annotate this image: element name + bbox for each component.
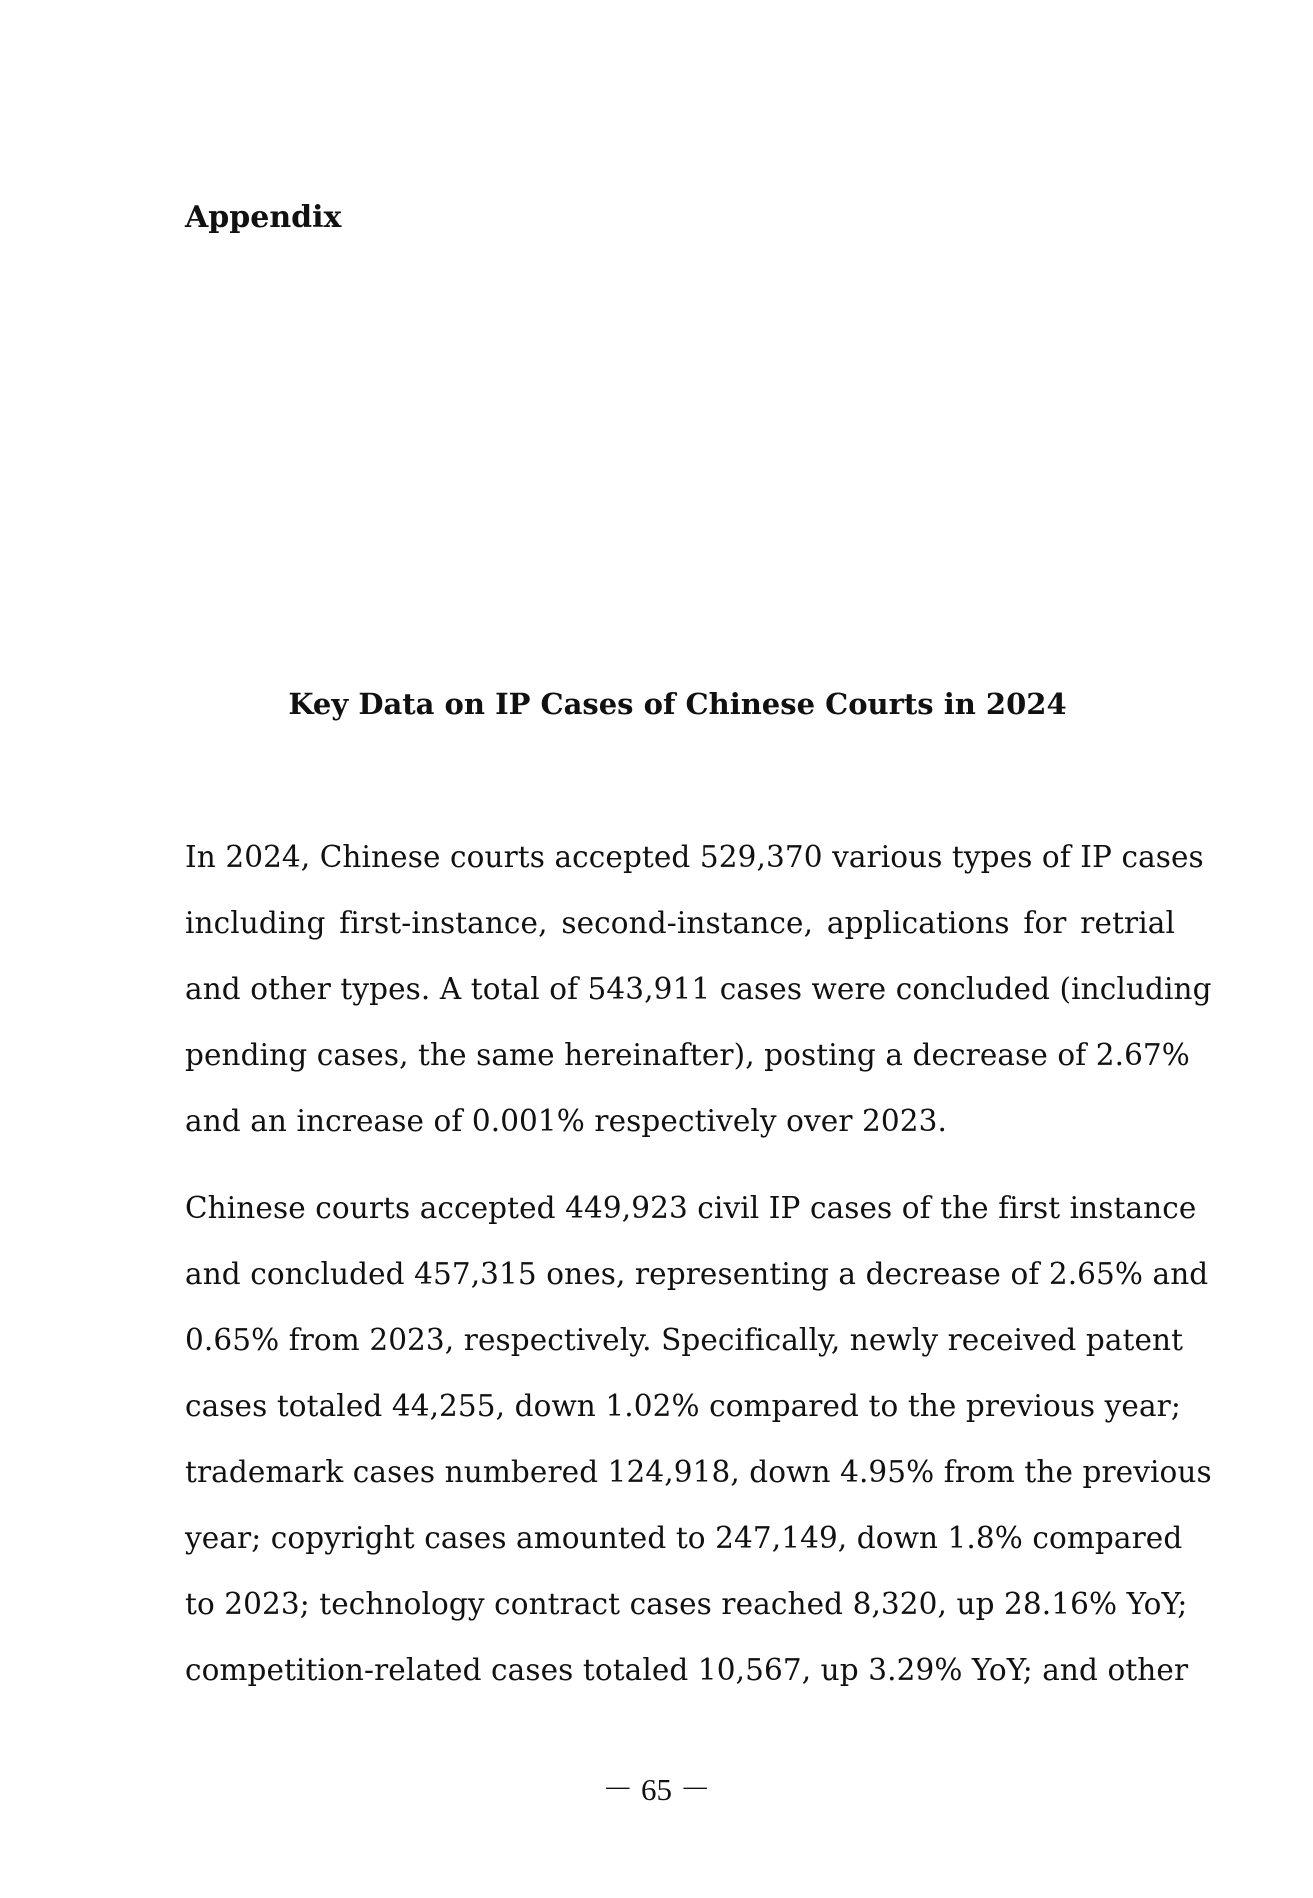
paragraph-civil-cases: [185, 1175, 1212, 1703]
paragraph-line: 0.65% from 2023, respectively. Specifically, newly received patent: [185, 1323, 1184, 1357]
paragraph-line: including first-instance, second-instance, applications for retrial: [185, 906, 1175, 940]
paragraph-line: and concluded 457,315 ones, representing a decrease of 2.65% and: [185, 1257, 1209, 1291]
paragraph-line: competition-related cases totaled 10,567, up 3.29% YoY; and other: [185, 1653, 1189, 1687]
paragraph-line: and an increase of 0.001% respectively over 2023.: [185, 1104, 947, 1138]
paragraph-line: In 2024, Chinese courts accepted 529,370 various types of IP cases: [185, 840, 1204, 874]
paragraph-line: and other types. A total of 543,911 cases were concluded (including: [185, 972, 1212, 1006]
paragraph-case-totals: [185, 824, 1212, 1154]
page-number: － 65 －: [602, 1772, 711, 1807]
paragraph-line: pending cases, the same hereinafter), posting a decrease of 2.67%: [185, 1038, 1190, 1072]
paragraph-line: Chinese courts accepted 449,923 civil IP cases of the first instance: [185, 1191, 1197, 1225]
paragraph-line: year; copyright cases amounted to 247,149, down 1.8% compared: [185, 1521, 1183, 1555]
appendix-label: Appendix: [185, 200, 342, 235]
paragraph-line: cases totaled 44,255, down 1.02% compared to the previous year;: [185, 1389, 1181, 1423]
paragraph-line: trademark cases numbered 124,918, down 4.95% from the previous: [185, 1455, 1212, 1489]
document-title: Key Data on IP Cases of Chinese Courts in 2024: [288, 687, 1067, 721]
paragraph-line: to 2023; technology contract cases reached 8,320, up 28.16% YoY;: [185, 1587, 1188, 1621]
